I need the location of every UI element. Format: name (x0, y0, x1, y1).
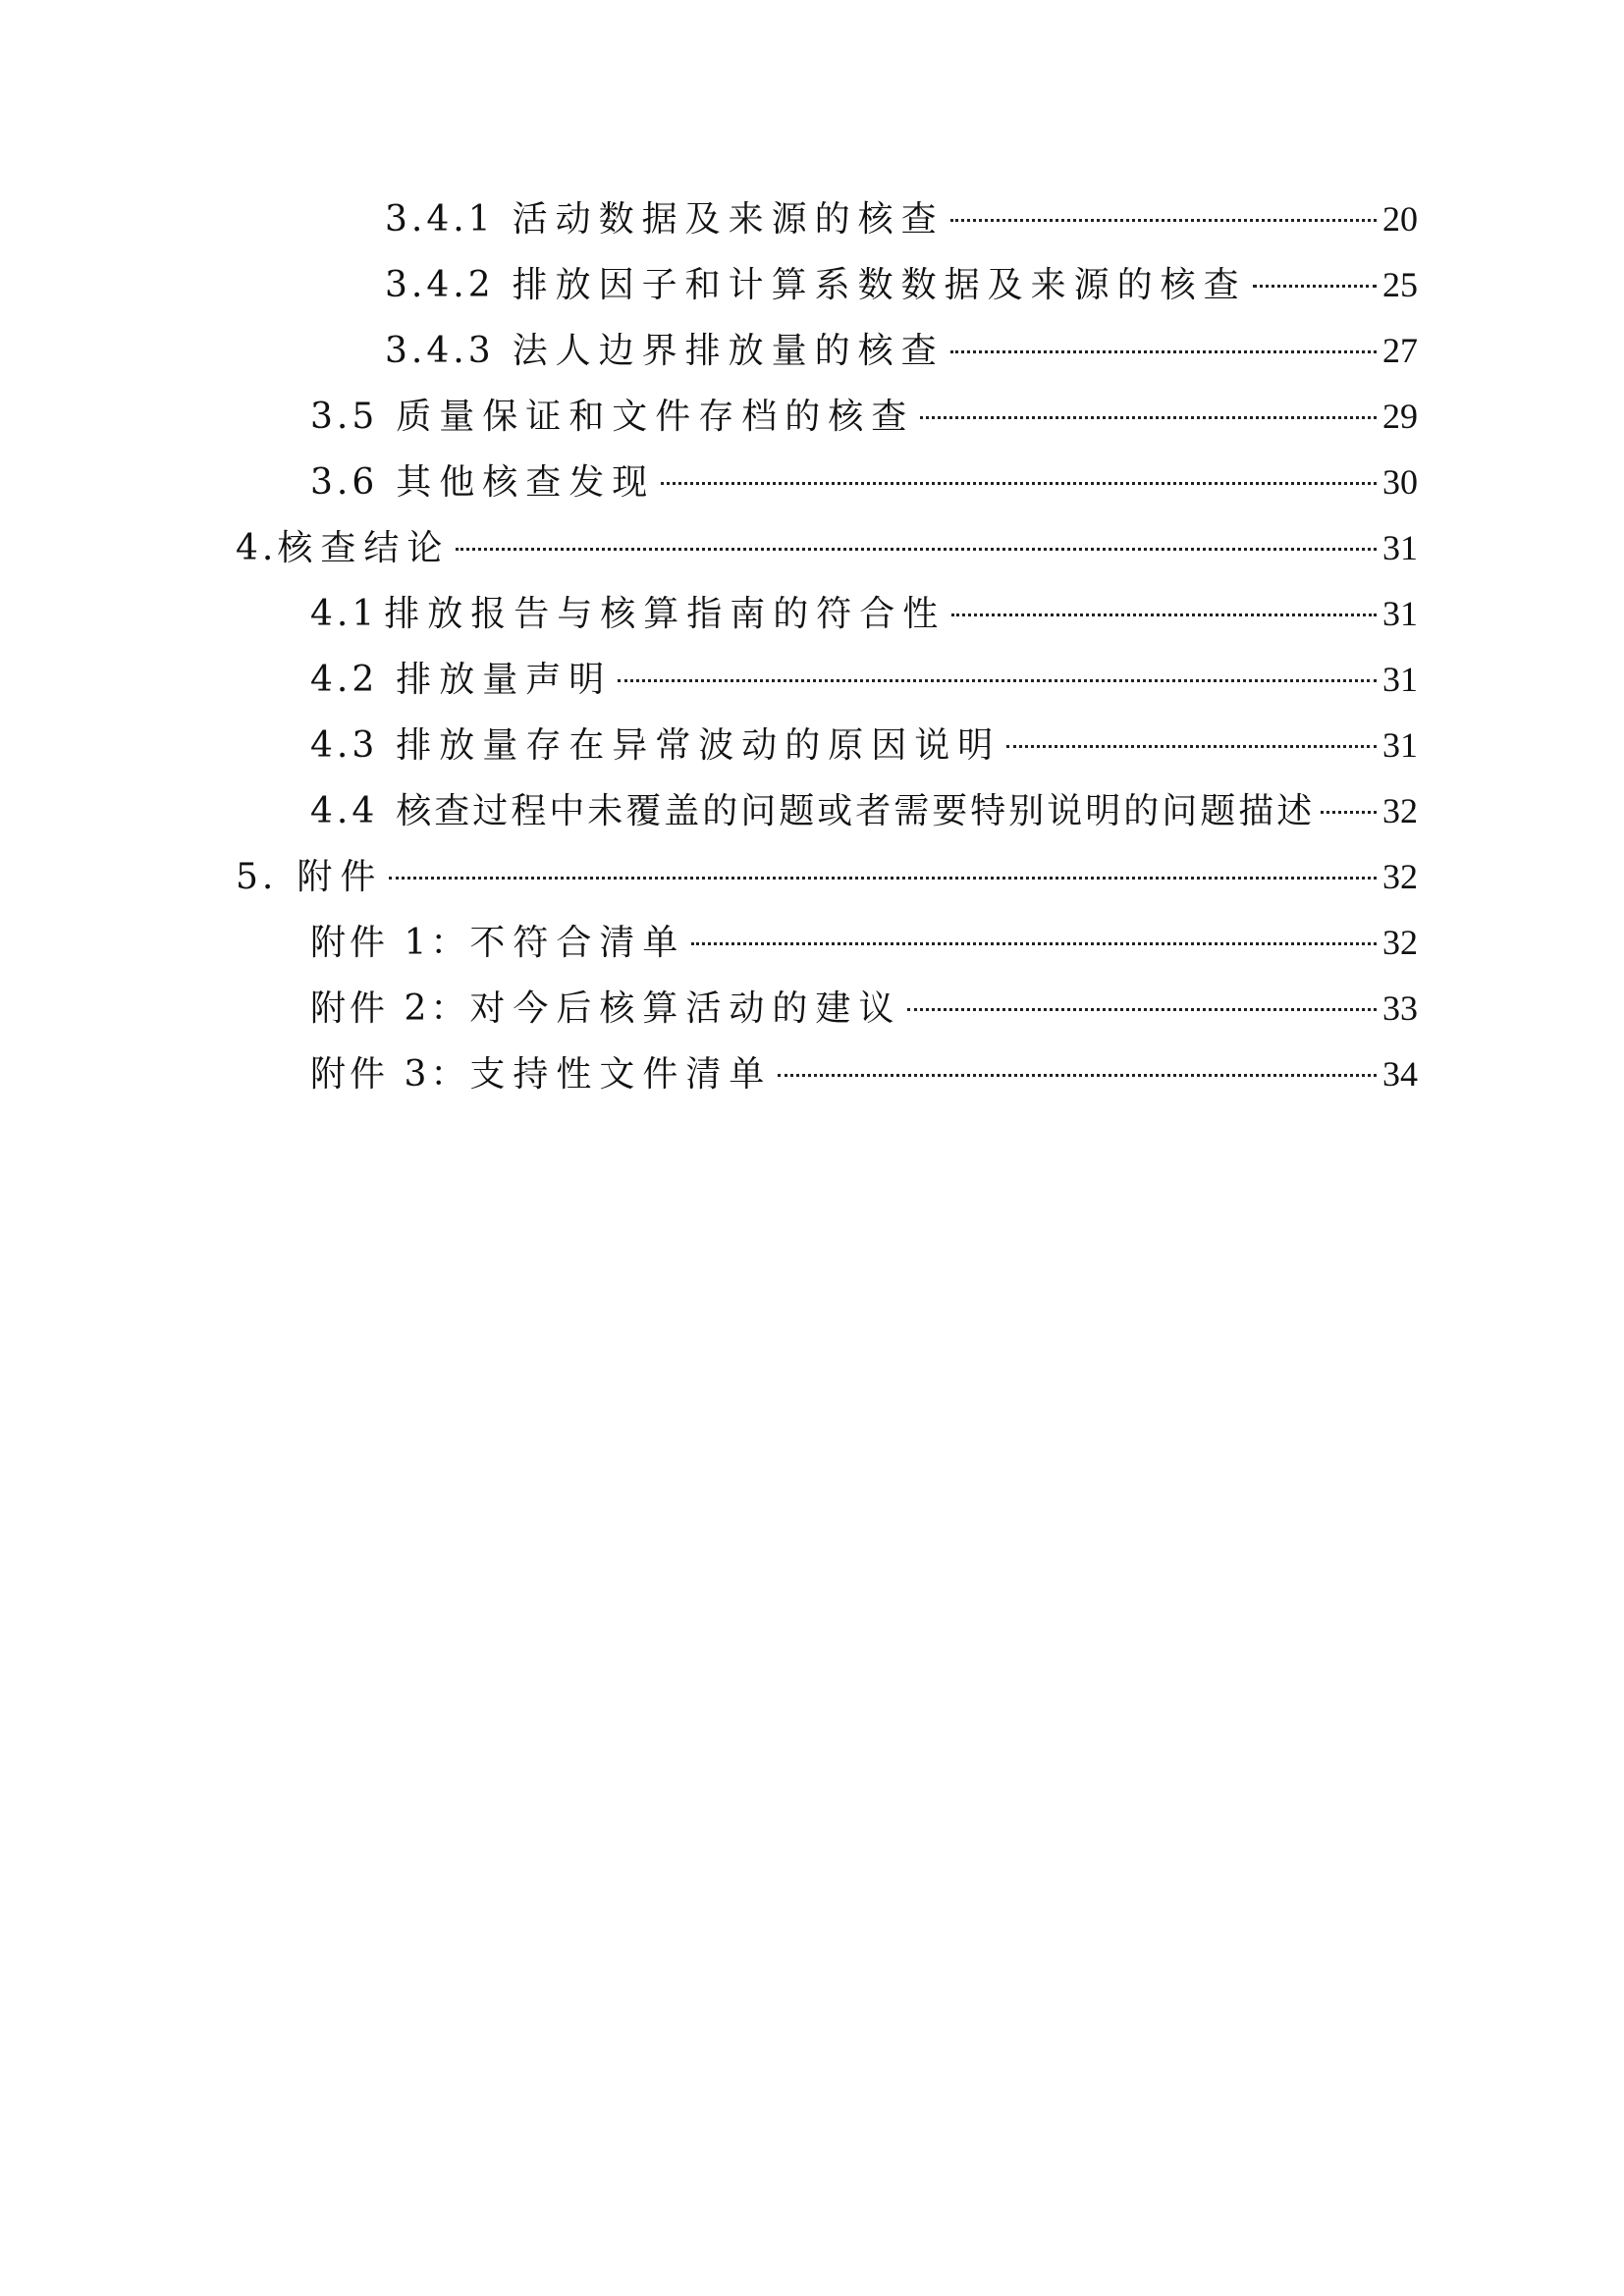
toc-entry-4-4[interactable] (310, 778, 1418, 844)
toc-entry-3-4-3[interactable] (385, 318, 1418, 384)
dot-leader (456, 548, 1377, 551)
dot-leader (618, 679, 1377, 682)
toc-entry-page: 31 (1382, 725, 1418, 765)
toc-entry-3-5[interactable] (310, 384, 1418, 450)
toc-entry-3-6[interactable] (310, 450, 1418, 515)
toc-entry-page: 29 (1382, 397, 1418, 436)
toc-entry-number: 4.1 (310, 594, 379, 634)
toc-entry-number: 3.6 (310, 462, 379, 503)
toc-entry-title: 排放因子和计算系数数据及来源的核查 (512, 265, 1247, 305)
toc-entry-page: 32 (1382, 923, 1418, 962)
toc-entry-number: 3.4.2 (385, 265, 495, 305)
toc-entry-title: 附件 (297, 857, 384, 897)
toc-entry-number: 4.3 (310, 725, 379, 766)
dot-leader (389, 877, 1377, 880)
toc-entry-number: 附件 1： (310, 923, 470, 963)
toc-entry-number: 附件 2： (310, 988, 470, 1029)
toc-entry-number: 3.4.1 (385, 199, 495, 240)
toc-entry-4-3[interactable] (310, 713, 1418, 778)
dot-leader (1006, 745, 1377, 748)
toc-entry-number: 4.4 (310, 791, 379, 831)
toc-entry-title: 支持性文件清单 (469, 1054, 773, 1095)
dot-leader (661, 482, 1377, 485)
dot-leader (1321, 811, 1377, 814)
toc-entry-number: 附件 3： (310, 1054, 470, 1095)
toc-entry-title: 核查结论 (277, 528, 451, 568)
toc-entry-4[interactable] (236, 515, 1418, 581)
toc-entry-4-2[interactable] (310, 647, 1418, 713)
toc-entry-appendix-2[interactable] (310, 976, 1418, 1041)
toc-entry-page: 25 (1382, 265, 1418, 304)
toc-entry-number: 4.2 (310, 660, 379, 700)
toc-entry-5[interactable] (236, 844, 1418, 910)
toc-entry-3-4-2[interactable] (385, 252, 1418, 318)
toc-entry-page: 34 (1382, 1054, 1418, 1094)
toc-entry-page: 31 (1382, 528, 1418, 567)
toc-entry-page: 31 (1382, 594, 1418, 633)
toc-entry-appendix-1[interactable] (310, 910, 1418, 976)
toc-entry-page: 30 (1382, 462, 1418, 502)
toc-entry-title: 法人边界排放量的核查 (512, 331, 945, 371)
toc-entry-number: 3.5 (310, 397, 379, 437)
toc-entry-page: 32 (1382, 857, 1418, 896)
dot-leader (950, 219, 1377, 222)
dot-leader (1253, 285, 1377, 288)
dot-leader (778, 1074, 1377, 1077)
toc-entry-title: 其他核查发现 (396, 462, 656, 503)
toc-entry-title: 对今后核算活动的建议 (469, 988, 902, 1029)
dot-leader (691, 942, 1377, 945)
toc-entry-title: 不符合清单 (469, 923, 686, 963)
dot-leader (907, 1008, 1377, 1011)
dot-leader (951, 614, 1377, 616)
toc-entry-title: 核查过程中未覆盖的问题或者需要特别说明的问题描述 (396, 791, 1316, 831)
toc-entry-title: 排放量存在异常波动的原因说明 (396, 725, 1001, 766)
dot-leader (920, 416, 1377, 419)
dot-leader (950, 350, 1377, 353)
toc-entry-3-4-1[interactable] (385, 187, 1418, 252)
toc-entry-number: 3.4.3 (385, 331, 495, 371)
toc-entry-page: 27 (1382, 331, 1418, 370)
toc-entry-page: 31 (1382, 660, 1418, 699)
toc-entry-number: 5. (236, 857, 278, 897)
toc-entry-4-1[interactable] (310, 581, 1418, 647)
toc-entry-page: 20 (1382, 199, 1418, 239)
table-of-contents (0, 187, 1624, 1107)
toc-entry-title: 质量保证和文件存档的核查 (396, 397, 915, 437)
toc-entry-page: 32 (1382, 791, 1418, 830)
toc-entry-title: 排放量声明 (396, 660, 613, 700)
toc-entry-title: 排放报告与核算指南的符合性 (384, 594, 947, 634)
toc-entry-title: 活动数据及来源的核查 (512, 199, 945, 240)
toc-entry-number: 4. (236, 528, 278, 568)
toc-entry-appendix-3[interactable] (310, 1041, 1418, 1107)
toc-entry-page: 33 (1382, 988, 1418, 1028)
